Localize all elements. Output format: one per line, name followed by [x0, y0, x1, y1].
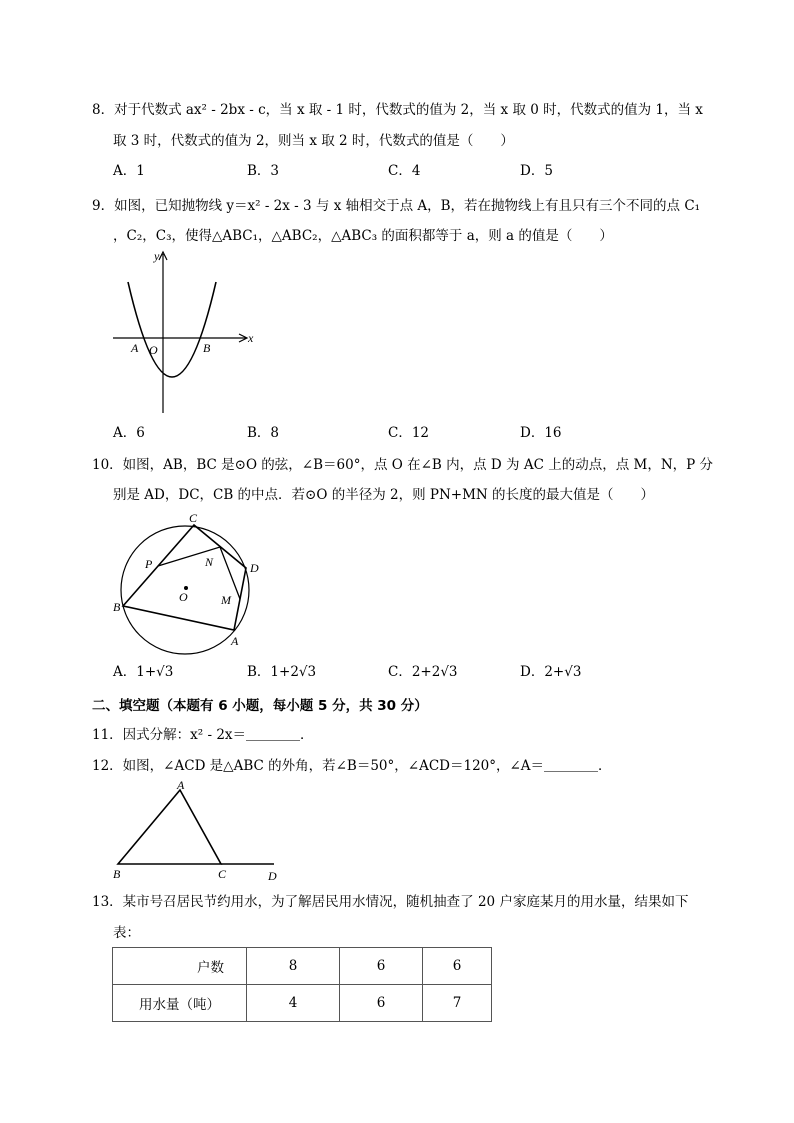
table-header-households: 户数	[113, 948, 247, 985]
parabola-figure	[108, 248, 258, 416]
parabola-curve	[128, 282, 216, 377]
table-cell: 6	[340, 948, 423, 985]
q10-line1: 10．如图，AB，BC 是⊙O 的弦，∠B＝60°，点 O 在∠B 内，点 D 为 AC 上的动点，点 M，N，P 分	[92, 457, 714, 473]
q13-line2: 表：	[113, 925, 140, 941]
q10-option-a: A．1+√3	[113, 664, 174, 680]
circle-figure	[110, 510, 266, 658]
q9-option-d: D．16	[520, 425, 562, 441]
q8-line2: 取 3 时，代数式的值为 2，则当 x 取 2 时，代数式的值是（ ）	[113, 133, 514, 149]
segments-pnm	[158, 547, 240, 599]
q10-option-c: C．2+2√3	[388, 664, 458, 680]
water-usage-table	[112, 947, 492, 1022]
q10-option-b: B．1+2√3	[247, 664, 317, 680]
q8-option-c: C．4	[388, 163, 421, 179]
q12-line1: 12．如图，∠ACD 是△ABC 的外角，若∠B＝50°，∠ACD＝120°，∠A＝＿＿＿＿．	[92, 758, 612, 774]
q13-line1: 13．某市号召居民节约用水，为了解居民用水情况，随机抽查了 20 户家庭某月的用水量，结果如下	[92, 894, 689, 910]
q9-option-a: A．6	[113, 425, 145, 441]
label-y: y	[154, 249, 160, 263]
label-x: x	[248, 331, 254, 345]
label-b: B	[203, 341, 211, 355]
triangle-abc	[118, 790, 221, 864]
q9-option-c: C．12	[388, 425, 430, 441]
label-p: P	[145, 557, 153, 571]
label-a: A	[131, 341, 139, 355]
q8-option-b: B．3	[247, 163, 280, 179]
q8-option-d: D．5	[520, 163, 553, 179]
table-row	[113, 948, 492, 985]
q8-option-a: A．1	[113, 163, 145, 179]
quadrilateral-abcd	[123, 525, 246, 630]
q9-option-b: B．8	[247, 425, 280, 441]
table-cell: 8	[247, 948, 340, 985]
section-fill-in-heading: 二、填空题（本题有 6 小题，每小题 5 分，共 30 分）	[92, 698, 428, 714]
q9-line1: 9．如图，已知抛物线 y＝x² - 2x - 3 与 x 轴相交于点 A，B，若在抛物线上有且只有三个不同的点 C₁	[92, 198, 701, 214]
table-cell: 6	[340, 985, 423, 1022]
table-cell: 6	[423, 948, 492, 985]
label-n: N	[205, 555, 214, 569]
q10-option-d: D．2+√3	[520, 664, 582, 680]
table-row	[113, 985, 492, 1022]
q9-line2: ，C₂，C₃，使得△ABC₁，△ABC₂，△ABC₃ 的面积都等于 a，则 a 的值是（ ）	[113, 228, 613, 244]
q11-line: 11．因式分解：x² - 2x＝＿＿＿＿．	[92, 727, 314, 743]
label-o: O	[149, 343, 158, 357]
label-c: C	[218, 867, 227, 881]
label-m: M	[221, 593, 231, 607]
label-c: C	[189, 511, 198, 525]
label-b: B	[113, 600, 121, 614]
triangle-figure	[108, 778, 283, 884]
label-d: D	[268, 869, 277, 883]
label-d: D	[250, 561, 259, 575]
label-o: O	[179, 590, 188, 604]
table-cell: 7	[423, 985, 492, 1022]
q10-line2: 别是 AD，DC，CB 的中点．若⊙O 的半径为 2，则 PN+MN 的长度的最大值是（ ）	[113, 487, 655, 503]
label-b: B	[113, 867, 121, 881]
table-header-water: 用水量（吨）	[113, 985, 247, 1022]
label-a: A	[177, 778, 185, 792]
label-a: A	[231, 634, 239, 648]
q8-line1: 8．对于代数式 ax² - 2bx - c，当 x 取 - 1 时，代数式的值为 2，当 x 取 0 时，代数式的值为 1，当 x	[92, 102, 703, 118]
table-cell: 4	[247, 985, 340, 1022]
